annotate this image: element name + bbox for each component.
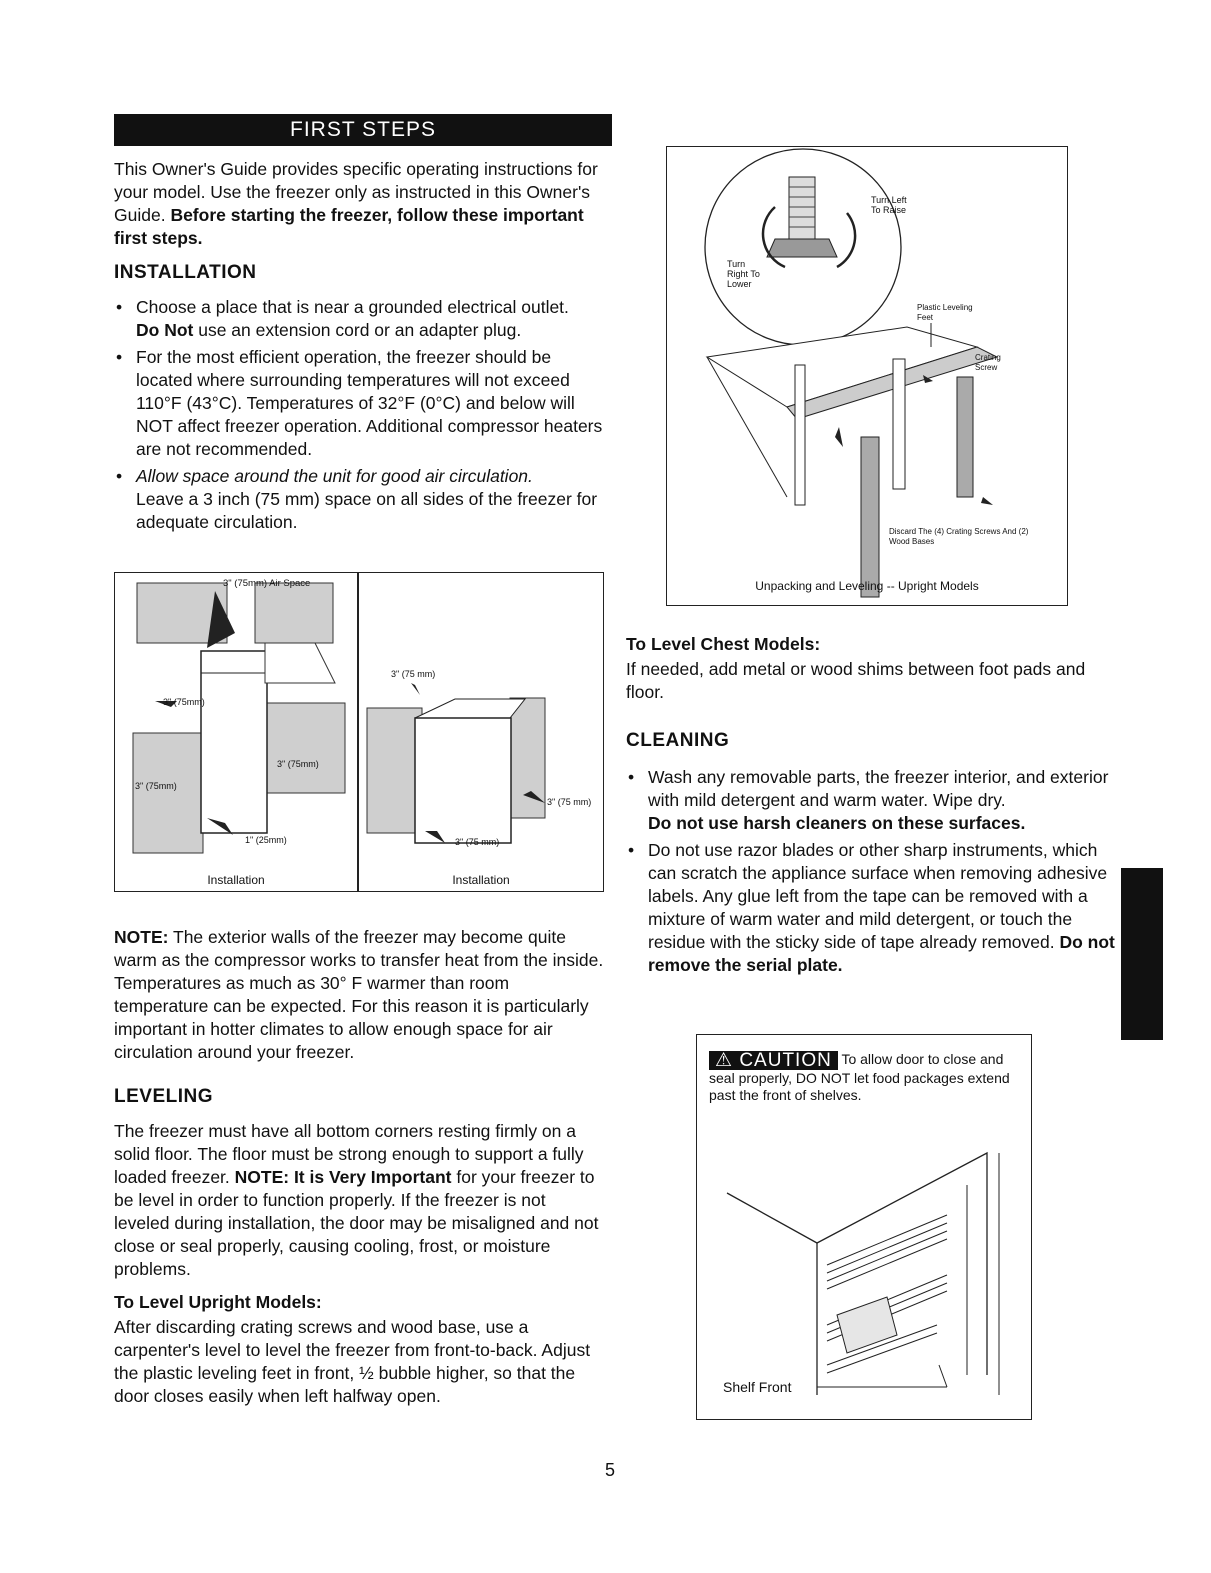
chest-bottom-label: 3" (75 mm) xyxy=(455,837,500,847)
intro-text: This Owner's Guide provides specific operating instructions for your model. Use the freezer only as instructed in this Owner's Guide. xyxy=(114,159,598,225)
list-item: • Allow space around the unit for good air circulation. Leave a 3 inch (75 mm) space on all sides of the freezer for adequate circulation. xyxy=(114,465,608,534)
caution-badge: ⚠ CAUTION xyxy=(709,1051,838,1070)
shelf-front-label: Shelf Front xyxy=(723,1379,792,1395)
crating-screw-label: Crating Screw xyxy=(975,353,1001,372)
upright-caption: Unpacking and Leveling -- Upright Models xyxy=(755,579,979,593)
shelf-illustration xyxy=(697,1035,1031,1419)
list-item: • Choose a place that is near a grounded electrical outlet. Do Not use an extension cord or an adapter plug. xyxy=(114,296,608,342)
caution-text-block: ⚠ CAUTION To allow door to close and seal properly, DO NOT let food packages extend past the front of shelves. xyxy=(709,1050,1010,1103)
side-right-label: 3" (75mm) xyxy=(277,759,319,769)
plastic-feet-label: Plastic Leveling Feet xyxy=(917,303,973,322)
upright-figure xyxy=(666,146,1068,606)
installation-caption-left: Installation xyxy=(207,873,265,887)
leveling-paragraph: The freezer must have all bottom corners resting firmly on a solid floor. The floor must be strong enough to support a fully loaded freezer. NOTE: It is Very Important for your freezer to be level in order to function properly. If the freezer is not leveled during installation, the door may be misaligned and not close or seal properly, causing cooling, frost, or moisture problems. xyxy=(114,1121,599,1279)
upright-heading: To Level Upright Models: xyxy=(114,1292,322,1312)
chest-right-label: 3" (75 mm) xyxy=(547,797,592,807)
side-left-label-2: 3" (75mm) xyxy=(135,781,177,791)
discard-label: Discard The (4) Crating Screws And (2) Wood Bases xyxy=(889,527,1029,546)
intro-paragraph xyxy=(114,158,612,250)
cleaning-list xyxy=(626,766,1116,981)
list-item: • Do not use razor blades or other sharp instruments, which can scratch the appliance surface when removing adhesive labels. Any glue left from the tape can be removed with a mixture of warm water and mild detergent, or touch the residue with the sticky side of tape already removed. Do not remove the serial plate. xyxy=(626,839,1116,977)
section-tab-marker xyxy=(1121,868,1163,1040)
installation-illustration xyxy=(115,573,603,891)
upright-text: After discarding crating screws and wood base, use a carpenter's level to level the freezer from front-to-back. Adjust the plastic leveling feet in front, ½ bubble higher, so that the door closes easily when left halfway open. xyxy=(114,1317,591,1406)
leveling-heading: LEVELING xyxy=(114,1086,214,1107)
note-paragraph xyxy=(114,926,604,1064)
note-label: NOTE: xyxy=(114,927,169,947)
chest-heading: To Level Chest Models: xyxy=(626,634,821,654)
air-space-label: 3" (75mm) Air Space xyxy=(223,578,311,589)
intro-bold: Before starting the freezer, follow these important first steps. xyxy=(114,205,584,248)
list-item: • Wash any removable parts, the freezer interior, and exterior with mild detergent and warm water. Wipe dry. Do not use harsh cleaners on these surfaces. xyxy=(626,766,1116,835)
warning-triangle-icon: ⚠ xyxy=(715,1050,734,1071)
caution-box xyxy=(696,1034,1032,1420)
chest-text: If needed, add metal or wood shims between foot pads and floor. xyxy=(626,659,1086,702)
installation-heading: INSTALLATION xyxy=(114,262,257,283)
installation-figure xyxy=(114,572,604,892)
section-banner: FIRST STEPS xyxy=(114,114,612,146)
bottom-gap-label: 1" (25mm) xyxy=(245,835,287,845)
cleaning-heading: CLEANING xyxy=(626,730,730,751)
side-left-label: 3" (75mm) xyxy=(163,697,205,707)
page-number: 5 xyxy=(604,1460,615,1480)
turn-left-label: Turn Left To Raise xyxy=(871,195,907,215)
list-item: • For the most efficient operation, the freezer should be located where surrounding temperatures will not exceed 110°F (43°C). Temperatures of 32°F (0°C) and below will NOT affect freezer operation. Additional compressor heaters are not recommended. xyxy=(114,346,608,461)
installation-caption-right: Installation xyxy=(452,873,510,887)
turn-right-label: Turn Right To Lower xyxy=(727,259,760,289)
installation-list xyxy=(114,296,608,538)
chest-top-label: 3" (75 mm) xyxy=(391,669,436,679)
note-text: The exterior walls of the freezer may become quite warm as the compressor works to transfer heat from the inside. Temperatures as much as 30° F warmer than room temperature can be expected. For this reason it is particularly important in hotter climates to allow enough space for air circulation around your freezer. xyxy=(114,927,604,1062)
